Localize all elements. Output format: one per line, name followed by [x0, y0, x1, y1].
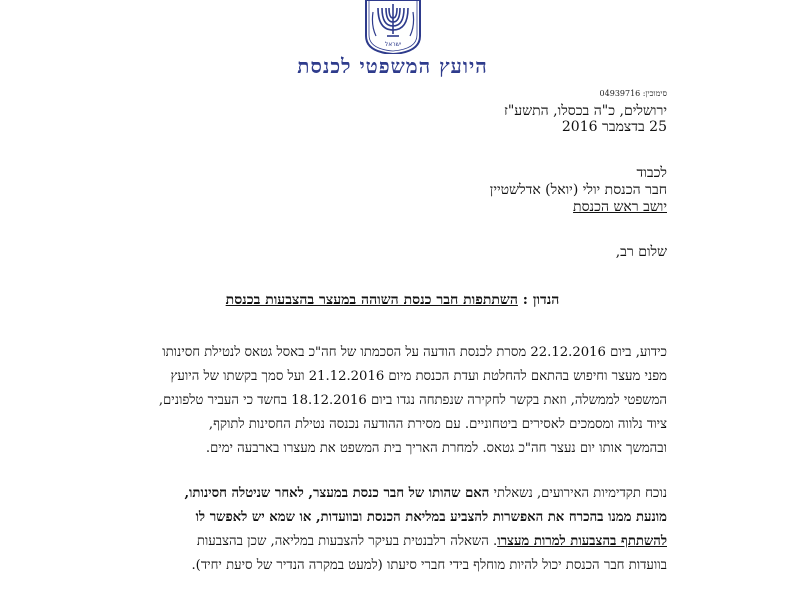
paragraph-line	[107, 506, 667, 530]
date-hebrew: ירושלים, כ"ה בכסלו, התשע"ז	[503, 103, 667, 119]
paragraph-line	[107, 554, 667, 578]
subject-line	[0, 292, 785, 309]
text-normal: . השאלה רלבנטית בעיקר להצבעות במליאה, שכן בהצבעות	[196, 534, 498, 549]
paragraph-line: ציוד נלווה ומסמכים לאסירים ביטחוניים. עם מסירת ההודעה נכנסה נטילת החסינות לתוקף,	[208, 417, 667, 432]
text-normal: נוכח תקדימיות האירועים, נשאלתי	[489, 486, 667, 501]
emblem-label: ישראל	[384, 41, 402, 48]
reference-number: סימוכין: 04939716	[599, 89, 667, 98]
recipient-salutation: לכבוד	[636, 165, 667, 181]
text-normal: בוועדות חבר הכנסת יכול להיות מוחלף בידי חברי סיעתו (למעט במקרה הנדיר של סיעת יחיד).	[191, 558, 667, 573]
paragraph-line	[107, 482, 667, 506]
recipient-title: יושב ראש הכנסת	[573, 199, 667, 215]
text-bold: האם שהותו של חבר כנסת במעצר, לאחר שניטלה חסינותו,	[184, 486, 490, 501]
paragraph-line: כידוע, ביום 22.12.2016 מסרת לכנסת הודעה על הסכמתו של חה"כ באסל גטאס לנטילת חסינותו	[162, 345, 667, 360]
paragraph-1	[107, 341, 667, 461]
recipient-name: חבר הכנסת יולי (יואל) אדלשטיין	[489, 182, 667, 198]
text-bold-underline: להשתתף בהצבעות למרות מעצרו	[497, 534, 667, 549]
paragraph-line: המשפטי לממשלה, וזאת בקשר לחקירה שנפתחה נגדו ביום 18.12.2016 בחשד כי העביר טלפונים,	[158, 393, 667, 408]
office-title: היועץ המשפטי לכנסת	[297, 54, 488, 78]
state-emblem-icon	[360, 0, 426, 54]
paragraph-line: ובהמשך אותו יום נעצר חה"כ גטאס. למחרת האריך בית המשפט את מעצרו בארבעה ימים.	[205, 441, 667, 456]
paragraph-2	[107, 482, 667, 578]
subject-prefix: הנדון :	[522, 292, 560, 308]
paragraph-line	[107, 530, 667, 554]
text-bold: מונעת ממנו בהכרח את האפשרות להצביע במליאת הכנסת ובוועדות, או שמא יש לאפשר לו	[195, 510, 667, 525]
date-gregorian: 25 בדצמבר 2016	[561, 119, 667, 135]
greeting: שלום רב,	[615, 244, 667, 260]
subject-text: השתתפות חבר כנסת השוהה במעצר בהצבעות בכנסת	[225, 292, 518, 308]
paragraph-line: מפני מעצר וחיפוש בהתאם להחלטת ועדת הכנסת מיום 21.12.2016 ועל סמך בקשתו של היועץ	[170, 369, 667, 384]
